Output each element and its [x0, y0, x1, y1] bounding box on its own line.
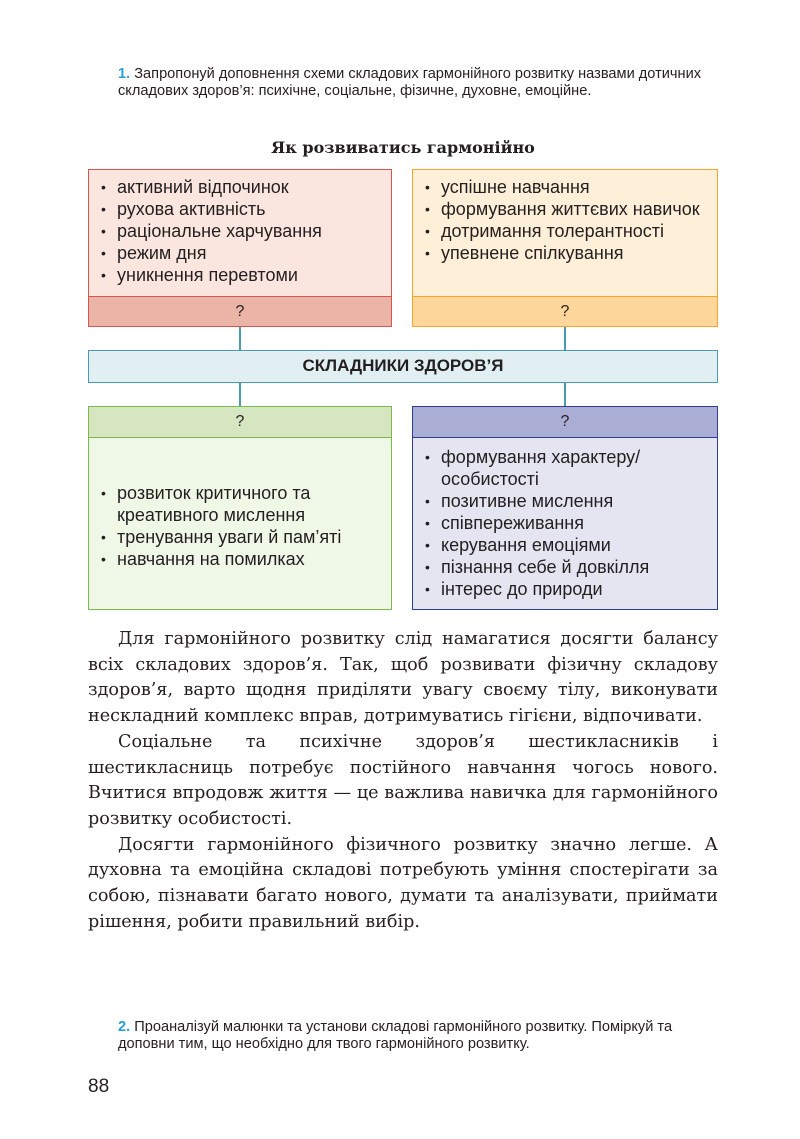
list-item: • позитивне мислення	[419, 490, 717, 512]
box-top-right	[412, 169, 718, 296]
connector-line	[564, 383, 566, 406]
list-item: • раціональне харчування	[95, 220, 391, 242]
box-top-left	[88, 169, 392, 296]
list-item: • інтерес до природи	[419, 578, 717, 600]
list-item: • упевнене спілкування	[419, 242, 717, 264]
list-item: • режим дня	[95, 242, 391, 264]
box-bottom-right	[412, 438, 718, 610]
body-text	[88, 627, 718, 935]
connector-line	[239, 383, 241, 406]
paragraph: Соціальне та психічне здоров’я шестикласників і шестикласниць потребує постійного навчання чогось нового. Вчитися впродовж життя — це важлива навичка для гармонійного розвитку особистості.	[88, 731, 718, 829]
task-1-text: Запропонуй доповнення схеми складових гармонійного розвитку назвами дотичних складових здоров’я: психічне, соціальне, фізичне, духовне, емоційне.	[118, 66, 702, 99]
paragraph: Досягти гармонійного фізичного розвитку значно легше. А духовна та емоційна складові потребують уміння спостерігати за собою, пізнавати багато нового, думати та аналізувати, приймати рішення, робити правильний вибір.	[88, 834, 718, 932]
paragraph: Для гармонійного розвитку слід намагатися досягти балансу всіх складових здоров’я. Так, щоб розвивати фізичну складову здоров’я, варто щодня приділяти увагу своєму тілу, виконувати нескладний комплекс вправ, дотримуватись гігієни, відпочивати.	[88, 629, 718, 727]
diagram-title: Як розвиватись гармонійно	[271, 138, 535, 157]
page-number: 88	[88, 1076, 110, 1097]
question-top-right: ?	[412, 296, 718, 327]
task-1-number: 1.	[118, 66, 131, 82]
question-bottom-right: ?	[412, 406, 718, 438]
center-label: СКЛАДНИКИ ЗДОРОВ’Я	[88, 350, 718, 383]
list-item: • розвиток критичного та креативного мислення	[95, 482, 391, 526]
task-2-number: 2.	[118, 1019, 131, 1035]
connector-line	[564, 327, 566, 350]
list-item: • дотримання толерантності	[419, 220, 717, 242]
list-item: • пізнання себе й довкілля	[419, 556, 717, 578]
list-item: • формування життєвих навичок	[419, 198, 717, 220]
task-2-text: Проаналізуй малюнки та установи складові гармонійного розвитку. Поміркуй та доповни тим, що необхідно для твого гармонійного розвитку.	[118, 1019, 673, 1052]
list-item: • успішне навчання	[419, 176, 717, 198]
connector-line	[239, 327, 241, 350]
list-item: • рухова активність	[95, 198, 391, 220]
task-1	[118, 66, 716, 100]
list-item: • співпереживання	[419, 512, 717, 534]
list-item: • тренування уваги й пам’яті	[95, 526, 391, 548]
box-bottom-left	[88, 438, 392, 610]
list-item: • формування характеру/ особистості	[419, 446, 717, 490]
list-item: • навчання на помилках	[95, 548, 391, 570]
list-item: • керування емоціями	[419, 534, 717, 556]
list-item: • активний відпочинок	[95, 176, 391, 198]
question-top-left: ?	[88, 296, 392, 327]
list-item: • уникнення перевтоми	[95, 264, 391, 286]
task-2	[118, 1019, 716, 1053]
question-bottom-left: ?	[88, 406, 392, 438]
